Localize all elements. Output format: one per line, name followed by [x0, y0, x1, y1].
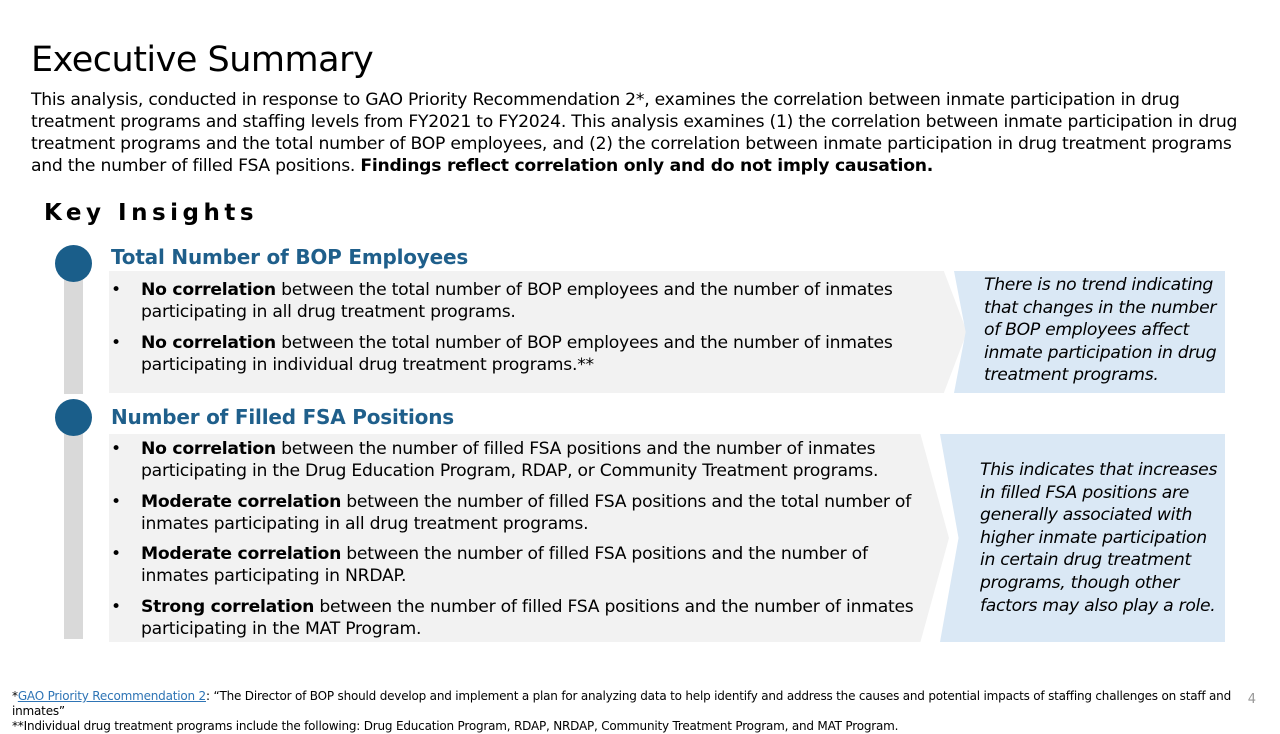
intro-paragraph	[31, 89, 1246, 177]
page-number: 4	[1247, 692, 1256, 707]
callout-text-bop-employees: There is no trend indicating that changes in the number of BOP employees affect inmate participation in drug treatment programs.	[984, 275, 1217, 386]
footnote-1	[12, 689, 1280, 719]
bullet-list-bop-employees	[111, 279, 941, 385]
list-item	[111, 596, 931, 640]
bullet-lead: No correlation	[141, 333, 276, 353]
section-title-bop-employees: Total Number of BOP Employees	[111, 245, 469, 269]
bullet-text: between the number of filled FSA positions and the number of inmates participating in NRDAP.	[141, 544, 868, 586]
page-title: Executive Summary	[31, 40, 374, 80]
footnote-2: **Individual drug treatment programs include the following: Drug Education Program, RDAP, NRDAP, Community Treatment Program, and MAT Program.	[12, 719, 899, 733]
intro-text: This analysis, conducted in response to GAO Priority Recommendation 2*, examines the correlation between inmate participation in drug treatment programs and staffing levels from FY2021 to FY2024. This analysis examines (1) the correlation between inmate participation in drug treatment programs and the total number of BOP employees, and (2) the correlation between inmate participation in drug treatment programs and the number of filled FSA positions.	[31, 90, 1238, 176]
bullet-lead: Moderate correlation	[141, 491, 342, 512]
list-item	[111, 491, 931, 535]
section-title-fsa-positions: Number of Filled FSA Positions	[111, 405, 454, 429]
footnotes	[12, 689, 1280, 734]
bullet-text: between the number of filled FSA positions and the total number of inmates participating in all drug treatment programs.	[141, 491, 912, 534]
list-item	[111, 279, 941, 323]
bullet-lead: Strong correlation	[141, 596, 315, 617]
bullet-text: between the number of filled FSA positions and the number of inmates participating in the Drug Education Program, RDAP, or Community Treatment programs.	[141, 439, 879, 481]
list-item	[111, 543, 931, 587]
bullet-text: between the total number of BOP employees and the number of inmates participating in all drug treatment programs.	[141, 280, 893, 322]
bullet-list-fsa-positions	[111, 438, 931, 648]
footnote-1-text: : “The Director of BOP should develop and implement a plan for analyzing data to help identify and address the causes and potential impacts of staffing challenges on staff and inmates”	[12, 689, 1231, 718]
gao-recommendation-link[interactable]: GAO Priority Recommendation 2	[17, 689, 206, 703]
footnote-1-prefix: *	[12, 689, 18, 703]
bullet-text: between the total number of BOP employees and the number of inmates participating in individual drug treatment programs.**	[141, 333, 893, 375]
timeline-rail-2	[64, 420, 83, 639]
intro-disclaimer: Findings reflect correlation only and do not imply causation.	[360, 156, 934, 176]
bullet-text: between the number of filled FSA positions and the number of inmates participating in the MAT Program.	[141, 596, 914, 639]
callout-text-fsa-positions: This indicates that increases in filled FSA positions are generally associated with higher inmate participation in certain drug treatment programs, though other factors may also play a role.	[980, 460, 1218, 616]
bullet-lead: No correlation	[141, 280, 276, 300]
timeline-dot-1	[55, 245, 92, 282]
bullet-lead: Moderate correlation	[141, 544, 342, 564]
list-item	[111, 438, 931, 482]
key-insights-heading: Key Insights	[44, 200, 259, 226]
list-item	[111, 332, 941, 376]
timeline-dot-2	[55, 399, 92, 436]
bullet-lead: No correlation	[141, 439, 276, 459]
